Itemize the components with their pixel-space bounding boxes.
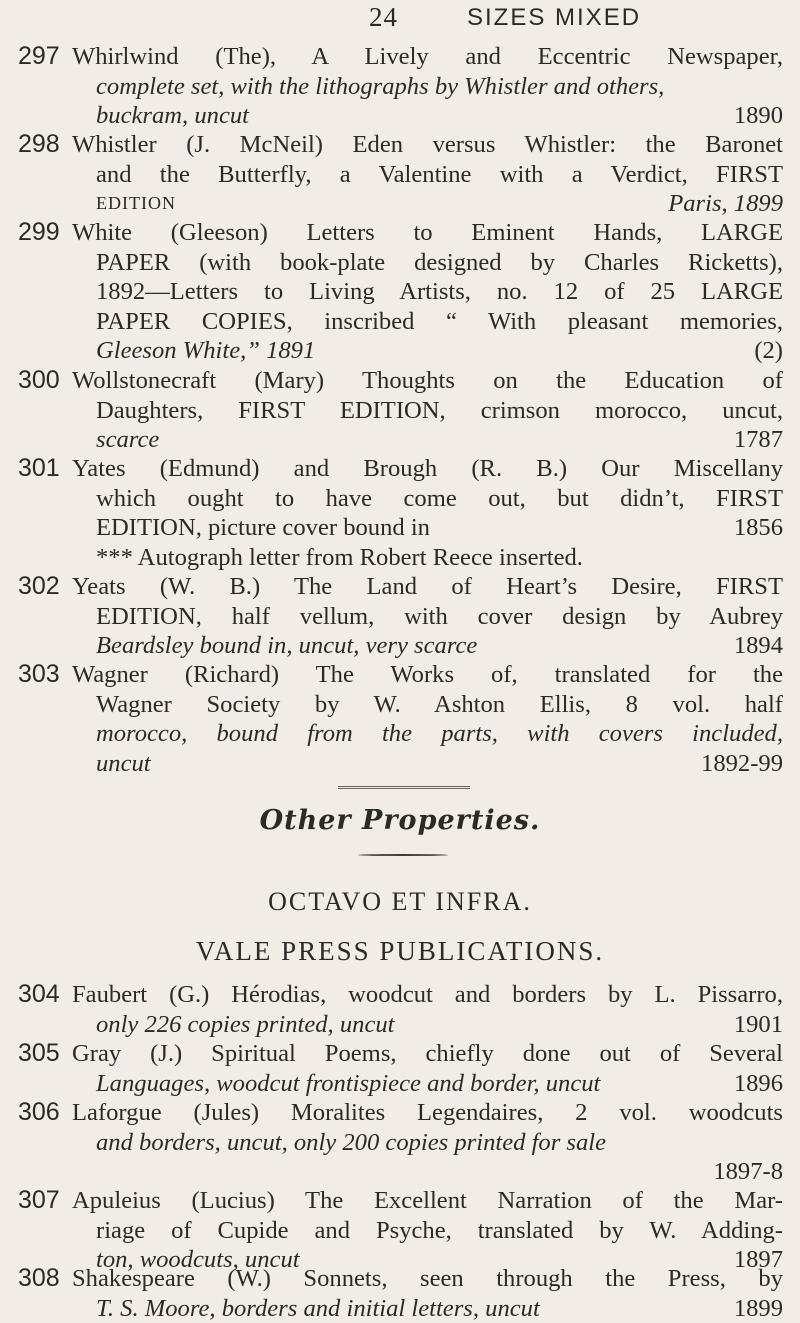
entry-line: Yates (Edmund) and Brough (R. B.) Our Miscellany	[72, 455, 783, 482]
entry-date: 1856	[733, 514, 783, 541]
lot-number: 306	[18, 1098, 60, 1126]
lot-number: 298	[18, 130, 60, 158]
entry-line: scarce	[96, 426, 160, 453]
lot-number: 299	[18, 218, 60, 246]
entry-line: Daughters, FIRST EDITION, crimson morocco, uncut,	[96, 396, 783, 424]
entry-line: and borders, uncut, only 200 copies printed for sale	[96, 1128, 607, 1156]
entry-line: Yeats (W. B.) The Land of Heart’s Desire, FIRST	[72, 573, 783, 600]
entry-line: complete set, with the lithographs by Whistler and others,	[96, 72, 665, 100]
lot-number: 297	[18, 42, 60, 70]
entry-line: ton, woodcuts, uncut	[96, 1246, 300, 1273]
entry-date: 1892-99	[701, 749, 783, 777]
entry-line: and the Butterfly, a Valentine with a Verdict, FIRST	[96, 160, 783, 188]
divider-rule	[338, 786, 470, 789]
entry-date: 1897-8	[713, 1158, 783, 1185]
entry-line: Faubert (G.) Hérodias, woodcut and borders by L. Pissarro,	[72, 981, 783, 1008]
entry-line: Gleeson White,” 1891	[96, 337, 316, 364]
entry-line: morocco, bound from the parts, with covers included,	[96, 720, 783, 747]
lot-number: 300	[18, 366, 60, 394]
lot-number: 302	[18, 572, 60, 600]
entry-line: Whistler (J. McNeil) Eden versus Whistler: the Baronet	[72, 131, 783, 158]
entry-date: 1894	[733, 632, 783, 659]
section-heading: OCTAVO ET INFRA.	[268, 887, 532, 916]
entry-date: 1897	[733, 1246, 783, 1273]
entry-line: Wagner Society by W. Ashton Ellis, 8 vol. half	[96, 690, 783, 718]
lot-number: 308	[18, 1264, 60, 1292]
entry-line: buckram, uncut	[96, 102, 249, 129]
entry-line: Languages, woodcut frontispiece and border, uncut	[96, 1069, 601, 1097]
entry-date: 1890	[733, 102, 783, 129]
entry-line: only 226 copies printed, uncut	[96, 1010, 395, 1038]
entry-line: PAPER (with book-plate designed by Charles Ricketts),	[96, 248, 783, 276]
entry-line: T. S. Moore, borders and initial letters, uncut	[96, 1294, 540, 1322]
entry-line: 1892—Letters to Living Artists, no. 12 of 25 LARGE	[96, 278, 783, 305]
entry-date: 1899	[733, 1294, 783, 1322]
ornament-divider	[358, 853, 448, 857]
entry-line: PAPER COPIES, inscribed “ With pleasant memories,	[96, 307, 783, 335]
lot-number: 303	[18, 660, 60, 688]
entry-line: Beardsley bound in, uncut, very scarce	[96, 632, 478, 659]
section-title: Other Properties.	[259, 805, 541, 836]
lot-number: 305	[18, 1039, 60, 1067]
entry-line: EDITION, picture cover bound in	[96, 514, 430, 541]
entry-line: uncut	[96, 749, 151, 777]
lot-number: 307	[18, 1186, 60, 1214]
lot-number: 304	[18, 980, 60, 1008]
entry-line: which ought to have come out, but didn’t, FIRST	[96, 484, 783, 512]
entry-line: Apuleius (Lucius) The Excellent Narration of the Mar-	[72, 1187, 783, 1214]
entry-line: Gray (J.) Spiritual Poems, chiefly done out of Several	[72, 1040, 783, 1067]
entry-line: Wollstonecraft (Mary) Thoughts on the Education of	[72, 367, 783, 394]
entry-count: (2)	[754, 337, 783, 364]
entry-line: White (Gleeson) Letters to Eminent Hands, LARGE	[72, 219, 783, 246]
entry-line: EDITION, half vellum, with cover design by Aubrey	[96, 602, 783, 630]
section-subheading: VALE PRESS PUBLICATIONS.	[195, 936, 605, 966]
entry-line: Shakespeare (W.) Sonnets, seen through the Press, by	[72, 1265, 783, 1292]
entry-line: EDITION	[96, 193, 176, 213]
entry-note: *** Autograph letter from Robert Reece inserted.	[96, 543, 583, 571]
entry-line: Laforgue (Jules) Moralites Legendaires, 2 vol. woodcuts	[72, 1099, 783, 1126]
entry-line: Whirlwind (The), A Lively and Eccentric Newspaper,	[72, 43, 783, 70]
entry-date: 1901	[733, 1010, 783, 1038]
page-number: 24	[369, 2, 398, 32]
running-head: SIZES MIXED	[467, 4, 642, 31]
entry-date: 1787	[733, 426, 783, 453]
entry-line: riage of Cupide and Psyche, translated by W. Adding-	[96, 1216, 783, 1244]
entry-date: 1896	[733, 1069, 783, 1097]
lot-number: 301	[18, 454, 60, 482]
entry-line: Wagner (Richard) The Works of, translated for the	[72, 661, 783, 688]
page-header	[0, 2, 800, 32]
entry-date: Paris, 1899	[668, 190, 783, 217]
